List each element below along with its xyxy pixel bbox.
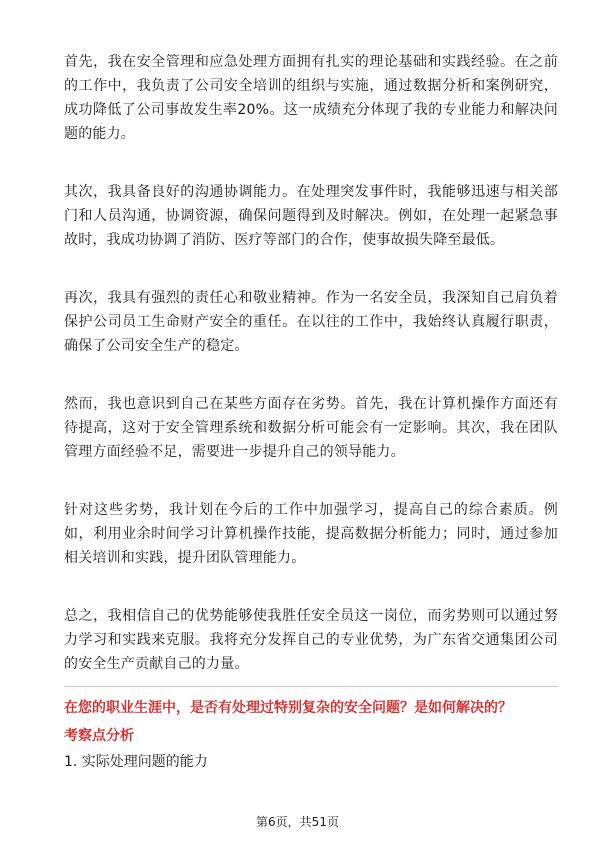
paragraph-6: 总之，我相信自己的优势能够使我胜任安全员这一岗位，而劣势则可以通过努力学习和实践来克服。我将充分发挥自己的专业优势，为广东省交通集团公司的安全生产贡献自己的力量。 bbox=[64, 608, 558, 672]
paragraph-3: 再次，我具有强烈的责任心和敬业精神。作为一名安全员，我深知自己肩负着保护公司员工生命财产安全的重任。在以往的工作中，我始终认真履行职责，确保了公司安全生产的稳定。 bbox=[64, 290, 558, 354]
paragraph-4: 然而，我也意识到自己在某些方面存在劣势。首先，我在计算机操作方面还有待提高，这对于安全管理系统和数据分析可能会有一定影响。其次，我在团队管理方面经验不足，需要进一步提升自己的领导能力。 bbox=[64, 396, 558, 460]
analysis-list-item: 1. 实际处理问题的能力 bbox=[64, 754, 208, 770]
paragraph-5: 针对这些劣势，我计划在今后的工作中加强学习，提高自己的综合素质。例如，利用业余时间学习计算机操作技能，提高数据分析能力；同时，通过参加相关培训和实践，提升团队管理能力。 bbox=[64, 502, 558, 566]
paragraph-1: 首先，我在安全管理和应急处理方面拥有扎实的理论基础和实践经验。在之前的工作中，我负责了公司安全培训的组织与实施，通过数据分析和案例研究，成功降低了公司事故发生率20%。这一成绩充分体现了我的专业能力和解决问题的能力。 bbox=[64, 54, 558, 142]
section-divider bbox=[64, 686, 558, 687]
paragraph-2: 其次，我具备良好的沟通协调能力。在处理突发事件时，我能够迅速与相关部门和人员沟通，协调资源，确保问题得到及时解决。例如，在处理一起紧急事故时，我成功协调了消防、医疗等部门的合作，使事故损失降至最低。 bbox=[64, 184, 558, 248]
interview-question: 在您的职业生涯中，是否有处理过特别复杂的安全问题？是如何解决的？ bbox=[64, 700, 512, 716]
page-footer: 第6页，共51页 bbox=[256, 815, 339, 829]
analysis-section-title: 考察点分析 bbox=[64, 728, 134, 744]
page-content bbox=[64, 50, 558, 773]
